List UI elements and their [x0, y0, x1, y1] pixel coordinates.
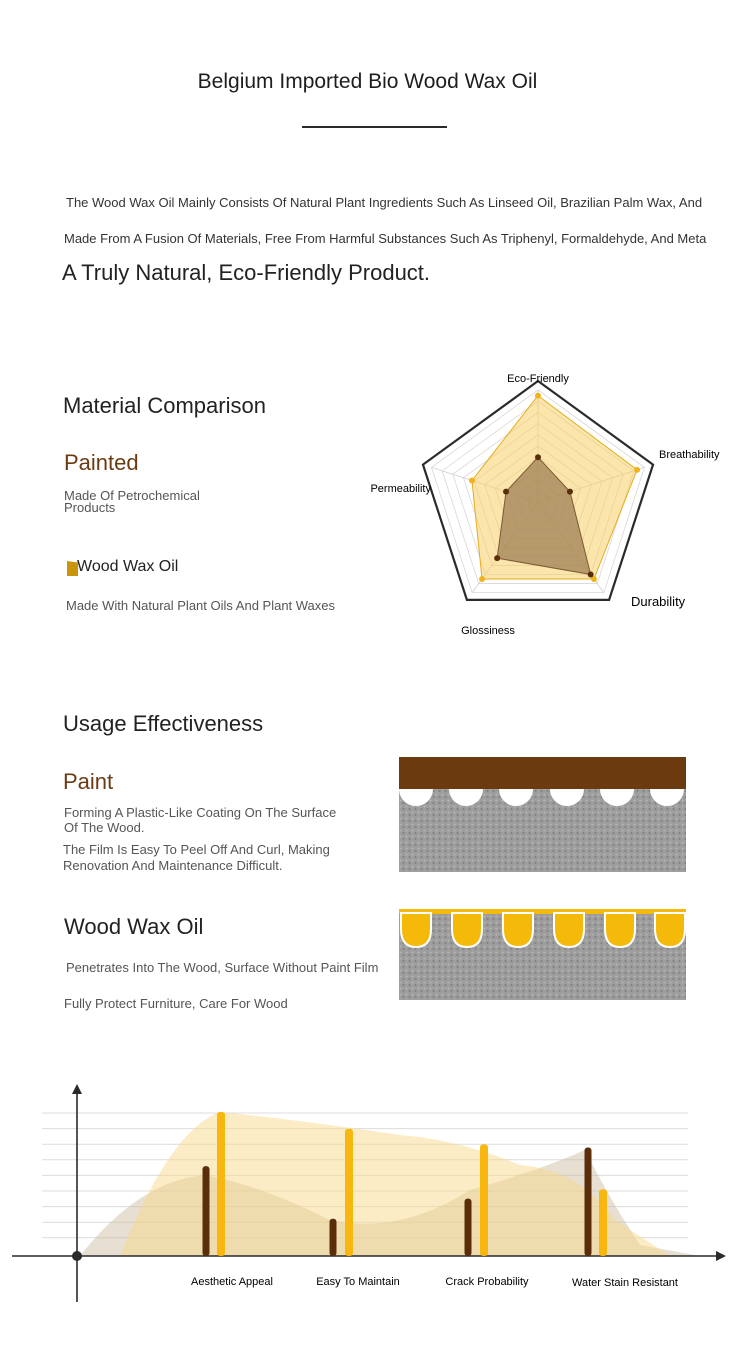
radar-axis-label: Durability: [631, 594, 686, 609]
wood-surface: [399, 787, 686, 872]
x-tick-label: Water Stain Resistant: [572, 1277, 678, 1289]
y-axis-arrow: [72, 1084, 82, 1094]
bar-wood-wax-oil: [599, 1189, 607, 1256]
bar-wood-wax-oil: [345, 1129, 353, 1256]
wwo-usage-desc-2: Fully Protect Furniture, Care For Wood: [64, 996, 288, 1011]
wood-wax-oil-illustration: [399, 909, 686, 1000]
intro-line-1: The Wood Wax Oil Mainly Consists Of Natural Plant Ingredients Such As Linseed Oil, Brazilian Palm Wax, And: [66, 195, 703, 210]
bar-chart: [0, 1070, 750, 1310]
axis-origin: [72, 1251, 82, 1261]
radar-point-painted: [588, 571, 594, 577]
radar-chart: [0, 0, 750, 660]
wwo-usage-desc-1: Penetrates Into The Wood, Surface Without Paint Film: [66, 960, 379, 975]
radar-point-painted: [494, 555, 500, 561]
wood-wax-oil-desc: Made With Natural Plant Oils And Plant Waxes: [66, 598, 336, 613]
paint-desc-line-2: Of The Wood.: [64, 820, 145, 835]
comparison-heading: Material Comparison: [63, 393, 266, 418]
paint-title: Paint: [63, 769, 114, 794]
intro-highlight: A Truly Natural, Eco-Friendly Product.: [62, 260, 431, 285]
radar-point-painted: [535, 454, 541, 460]
wwo-usage-title: Wood Wax Oil: [64, 914, 204, 939]
x-tick-label: Aesthetic Appeal: [191, 1276, 273, 1288]
radar-axis-label: Permeability: [370, 483, 431, 495]
radar-point-wood-wax-oil: [634, 467, 640, 473]
x-tick-label: Crack Probability: [445, 1276, 529, 1288]
wood-surface: [399, 909, 686, 1000]
radar-axis-label: Eco-Friendly: [507, 373, 569, 385]
page-title: Belgium Imported Bio Wood Wax Oil: [197, 70, 538, 93]
x-tick-label: Easy To Maintain: [316, 1276, 400, 1288]
paint-desc-line-4: Renovation And Maintenance Difficult.: [63, 858, 283, 873]
bar-painted: [585, 1148, 592, 1257]
radar-point-wood-wax-oil: [479, 576, 485, 582]
paint-coating-layer: [399, 757, 686, 789]
bar-painted: [203, 1166, 210, 1256]
bar-painted: [465, 1199, 472, 1256]
usage-heading: Usage Effectiveness: [63, 711, 264, 736]
bar-wood-wax-oil: [480, 1144, 488, 1256]
bar-painted: [330, 1219, 337, 1256]
wood-wax-oil-label: Wood Wax Oil: [77, 558, 179, 575]
radar-point-wood-wax-oil: [469, 478, 475, 484]
radar-axis-label: Glossiness: [461, 625, 515, 637]
x-axis-arrow: [716, 1251, 726, 1261]
intro-line-2: Made From A Fusion Of Materials, Free From Harmful Substances Such As Triphenyl, Formaldehyde, And Meta: [64, 231, 707, 246]
radar-point-painted: [503, 489, 509, 495]
paint-illustration: [399, 757, 686, 872]
painted-title: Painted: [64, 450, 139, 475]
paint-desc-line-3: The Film Is Easy To Peel Off And Curl, Making: [63, 842, 330, 857]
painted-desc-line-2: Products: [64, 500, 116, 515]
radar-axis-label: Breathability: [659, 449, 720, 461]
radar-point-painted: [567, 489, 573, 495]
paint-desc-line-1: Forming A Plastic-Like Coating On The Surface: [64, 805, 337, 820]
radar-point-wood-wax-oil: [535, 393, 541, 399]
bar-wood-wax-oil: [217, 1112, 225, 1256]
painted-desc-line-1: Made Of Petrochemical: [64, 488, 200, 503]
